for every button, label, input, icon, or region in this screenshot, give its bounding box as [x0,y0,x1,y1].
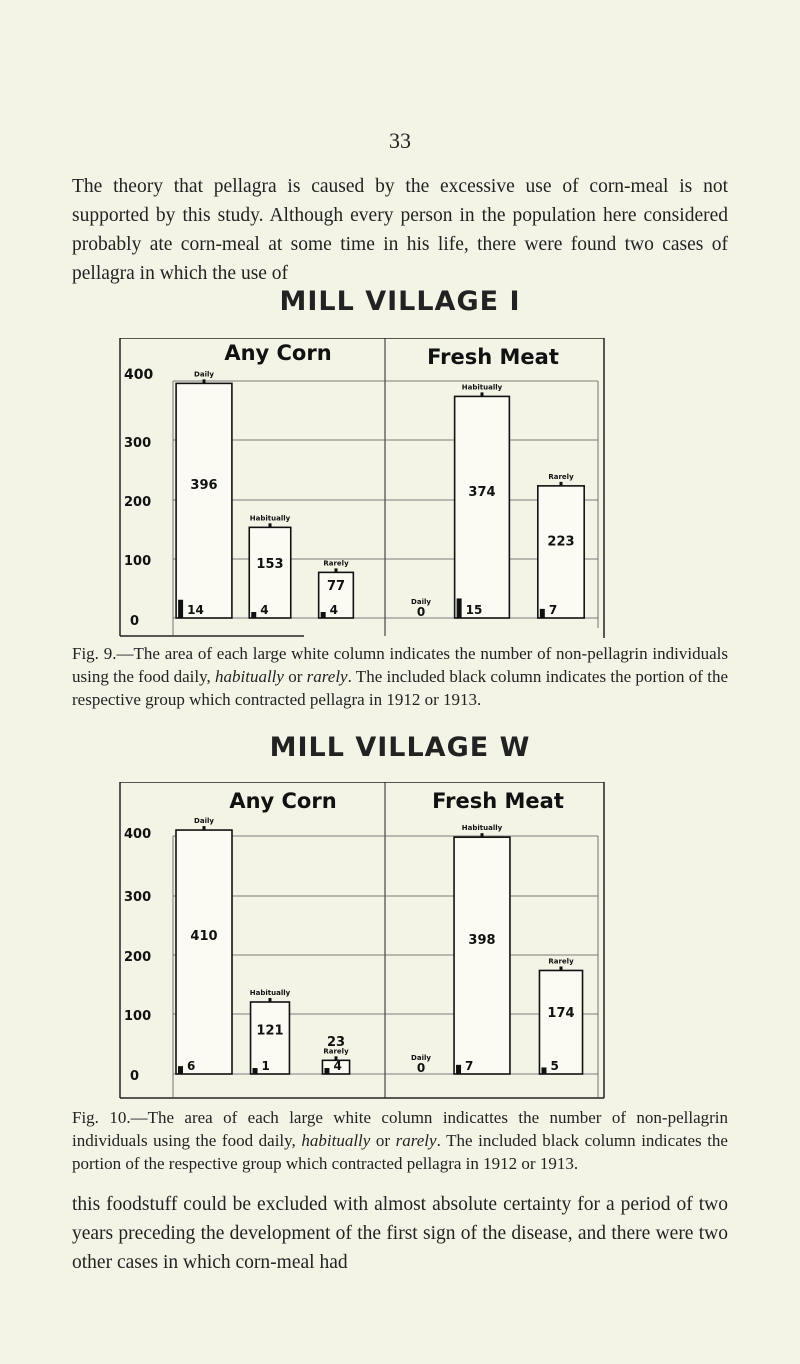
fig9-caption-prefix: Fig. 9.—The area of each large white column indicates the number of non-pellagrin individuals using the food daily, [72,644,728,686]
fig9-value-label-meat_hab: 374 [468,485,496,501]
fig10-category-label-meat_daily: Daily [411,1054,431,1062]
fig9-bar-meat_hab [455,396,510,618]
fig9-bar-meat_rare [538,486,584,618]
fig9-caption-habitually: habitually [215,667,284,686]
fig9-value-label-meat_daily: 0 [416,605,426,619]
fig9-category-label-corn_hab: Habitually [249,514,291,523]
fig10-category-label-corn_rare: Rarely [323,1047,349,1056]
fig9-section-fresh-meat: Fresh Meat [427,345,559,369]
fig10-caption-rarely: rarely [395,1131,437,1150]
fig9-caption-suffix: . The included black column indicates the portion of the respective group which contracted pellagra in 1912 or 1913. [72,667,728,709]
fig10-ytick-300: 300 [124,890,152,905]
fig10-value-label-meat_hab: 398 [468,932,496,948]
fig10-bars [176,817,583,1075]
fig9-ytick-300: 300 [124,436,152,451]
fig9-pellagrin-label-corn_hab: 4 [260,603,269,617]
fig10-bar-meat_hab [454,837,510,1074]
fig9-y-ticks [124,367,153,629]
fig9-pellagrin-bar-corn_rare [321,612,326,618]
fig10-category-label-corn_daily: Daily [194,817,214,826]
fig10-ytick-100: 100 [124,1009,152,1024]
fig9-bar-tab-corn_daily [203,379,206,383]
fig10-pellagrin-label-corn_hab: 1 [261,1059,270,1073]
fig10-bar-meat_rare [539,970,582,1074]
paragraph-top: The theory that pellagra is caused by the excessive use of corn-meal is not supported by this study. Although every person in the population here considered probably ate corn-meal at some time in his life, there were found two cases of pellagra in which the use of [72,176,728,284]
fig10-bar-tab-meat_hab [481,833,484,837]
fig9-bar-tab-corn_hab [269,523,272,527]
fig10-pellagrin-label-meat_hab: 7 [465,1059,474,1073]
paragraph-bottom: this foodstuff could be excluded with almost absolute certainty for a period of two years preceding the development of the first sign of the disease, and there were two other cases in which corn-meal had [72,1194,728,1273]
fig10-pellagrin-label-corn_daily: 6 [187,1059,196,1073]
fig9-bar-tab-meat_rare [560,482,563,486]
fig9-caption-or: or [283,667,307,686]
fig10-pellagrin-label-corn_rare: 4 [333,1059,342,1073]
fig10-value-label-meat_rare: 174 [547,1006,575,1022]
fig10-pellagrin-bar-corn_hab [253,1068,258,1074]
fig10-value-label-meat_daily: 0 [416,1061,426,1075]
fig10-caption-habitually: habitually [301,1131,371,1150]
fig9-value-label-corn_hab: 153 [256,557,284,573]
fig9-caption-rarely: rarely [306,667,348,686]
fig10-caption-or: or [370,1131,396,1150]
fig9-category-label-meat_hab: Habitually [461,383,503,392]
fig10-heading: MILL VILLAGE W [269,732,531,763]
fig9-bar-corn_hab [249,527,291,618]
fig10-ytick-400: 400 [124,827,152,842]
fig10-bar-corn_daily [176,830,232,1074]
fig10-caption [72,1106,728,1175]
fig10-section-any-corn: Any Corn [229,789,337,813]
fig10-ytick-0: 0 [130,1069,140,1084]
fig9-ytick-0: 0 [130,614,140,629]
page-number: 33 [389,128,411,153]
fig9-category-label-corn_daily: Daily [194,370,214,379]
fig9-ytick-200: 200 [124,495,152,510]
fig10-pellagrin-bar-meat_rare [541,1067,546,1074]
fig9-pellagrin-label-meat_rare: 7 [548,603,558,617]
fig9-bars [176,370,584,619]
fig9-category-label-meat_rare: Rarely [548,472,574,481]
fig9-pellagrin-label-corn_rare: 4 [329,603,339,617]
fig9-pellagrin-bar-meat_rare [540,609,545,618]
fig9-value-label-corn_rare: 77 [326,579,346,594]
fig9-section-any-corn: Any Corn [224,341,332,365]
fig9-pellagrin-label-corn_daily: 14 [187,603,204,617]
fig10-ytick-200: 200 [124,950,152,965]
fig9-caption [72,642,728,711]
fig10-caption-suffix: . The included black column indicates the portion of the respective group which contracted pellagra in 1912 or 1913. [72,1131,728,1173]
fig9-category-label-corn_rare: Rarely [323,559,349,568]
fig9-category-label-meat_daily: Daily [411,598,431,606]
fig9-pellagrin-bar-meat_hab [457,598,462,618]
fig10-value-label-corn_daily: 410 [190,928,218,944]
fig10-value-label-corn_hab: 121 [256,1023,284,1039]
fig10-pellagrin-bar-meat_hab [456,1065,461,1074]
fig10-caption-prefix: Fig. 10.—The area of each large white column indicattes the number of non-pellagrin individuals using the food daily, [72,1108,728,1150]
fig10-bar-tab-corn_hab [269,998,272,1002]
fig9-chart [118,338,606,638]
fig9-heading: MILL VILLAGE I [279,286,521,317]
fig9-value-label-meat_rare: 223 [547,534,575,550]
fig10-pellagrin-label-meat_rare: 5 [550,1059,559,1073]
fig9-ytick-100: 100 [124,554,152,569]
fig10-pellagrin-bar-corn_daily [178,1066,183,1074]
fig10-category-label-meat_hab: Habitually [461,824,503,833]
fig9-bar-tab-corn_rare [335,568,338,572]
fig9-bar-corn_daily [176,383,232,618]
fig9-pellagrin-bar-corn_hab [251,612,256,618]
fig10-section-fresh-meat: Fresh Meat [432,789,564,813]
fig10-category-label-corn_hab: Habitually [249,989,291,998]
fig10-pellagrin-bar-corn_rare [324,1068,329,1074]
fig9-pellagrin-bar-corn_daily [178,600,183,618]
fig10-y-ticks [124,827,151,1084]
fig10-bar-tab-meat_rare [560,966,563,970]
fig9-value-label-corn_daily: 396 [190,477,218,493]
fig9-pellagrin-label-meat_hab: 15 [465,603,483,617]
fig10-value-label-corn_rare: 23 [326,1035,346,1050]
fig9-ytick-400: 400 [124,367,154,383]
fig9-bar-tab-meat_hab [481,392,484,396]
fig10-chart [118,782,606,1100]
fig10-bar-tab-corn_daily [203,826,206,830]
fig10-category-label-meat_rare: Rarely [548,957,574,966]
